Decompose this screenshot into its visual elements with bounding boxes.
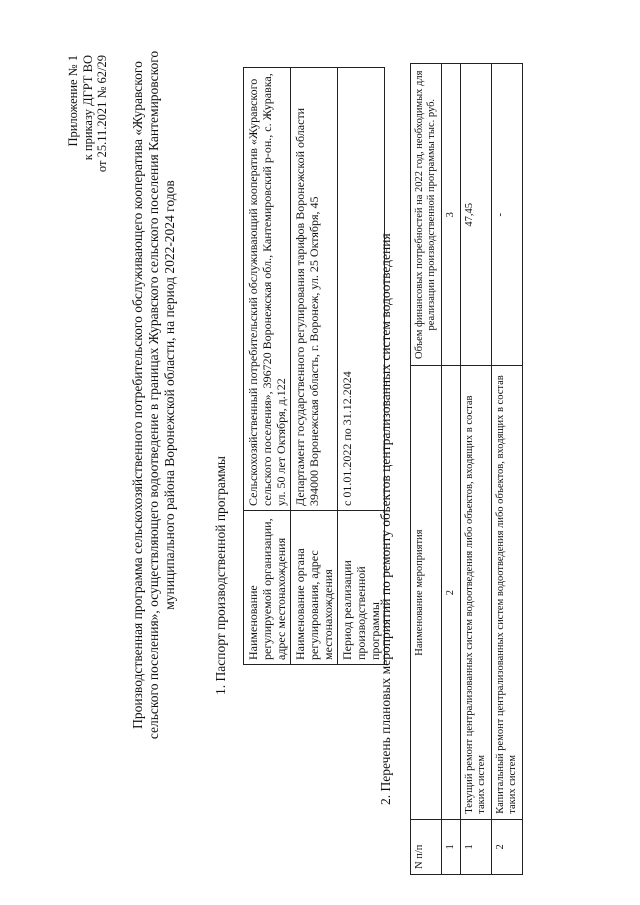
document-title: Производственная программа сельскохозяйственного потребительского обслуживающего кооператива «Журавского сельского поселения», осуществляющего водоотведение в границах Журавского сельского поселения Кантемировского муниципального района Воронежской области, на период 2022-2024 годов: [130, 50, 177, 740]
appendix-line: к приказу ДГРТ ВО: [80, 55, 95, 161]
table-row: [461, 64, 492, 875]
passport-value: Сельскохозяйственный потребительский обслуживающий кооператив «Журавского сельского поселения», 396720 Воронежская обл., Кантемировский р-он., с. Журавка, ул. 50 лет Октября, д.122: [244, 68, 291, 511]
measure-name: Текущий ремонт централизованных систем водоотведения либо объектов, входящих в состав таких систем: [461, 366, 492, 819]
measure-amount: -: [492, 64, 523, 367]
measures-table: [410, 63, 523, 875]
passport-table: [243, 67, 385, 665]
appendix-line: от 25.11.2021 № 62/29: [95, 55, 109, 173]
measure-name: Капитальный ремонт централизованных систем водоотведения либо объектов, входящих в состав таких систем: [492, 366, 523, 819]
passport-label: Наименование регулируемой организации, адрес местонахождения: [244, 510, 291, 664]
appendix-line: Приложение № 1: [66, 55, 80, 147]
passport-label: Период реализации производственной программы: [338, 510, 385, 664]
column-number: 1: [442, 819, 461, 874]
table-row: [291, 68, 338, 665]
header-name: Наименование мероприятия: [411, 366, 442, 819]
passport-label: Наименование органа регулирования, адрес местонахождения: [291, 510, 338, 664]
passport-value: с 01.01.2022 по 31.12.2024: [338, 68, 385, 511]
column-number: 2: [442, 366, 461, 819]
row-number: 1: [461, 819, 492, 874]
column-number: 3: [442, 64, 461, 367]
measure-amount: 47,45: [461, 64, 492, 367]
table-row: [244, 68, 291, 665]
table-header-row: [411, 64, 442, 875]
header-number: N п/п: [411, 819, 442, 874]
section2-title: 2. Перечень плановых мероприятий по ремонту объектов централизованных систем водоотведения: [378, 233, 393, 805]
section1-title: 1. Паспорт производственной программы: [213, 456, 228, 695]
appendix-note: [66, 55, 110, 255]
passport-value: Департамент государственного регулирования тарифов Воронежской области 394000 Воронежская область, г. Воронеж, ул. 25 Октября, 45: [291, 68, 338, 511]
row-number: 2: [492, 819, 523, 874]
column-numbers-row: [442, 64, 461, 875]
table-row: [492, 64, 523, 875]
header-amount: Объем финансовых потребностей на 2022 год, необходимых для реализации производственной программы тыс. руб.: [411, 64, 442, 367]
